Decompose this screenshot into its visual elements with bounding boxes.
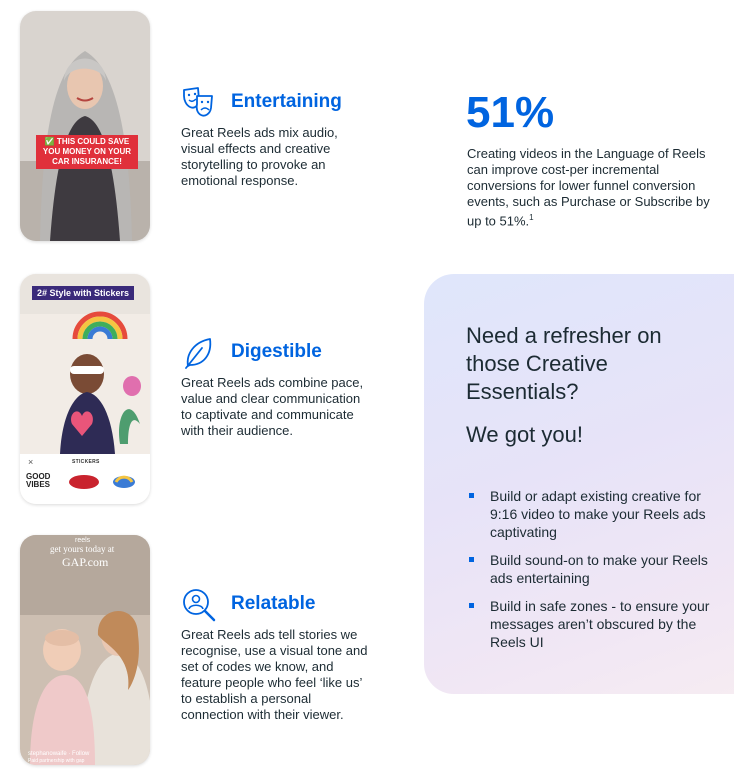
- stickers-scene-image: [20, 274, 150, 504]
- card-body: Great Reels ads combine pace, value and clear communication to captivate and communicate with their audience.: [181, 375, 364, 438]
- reels-top-label: reels: [75, 537, 91, 544]
- bullet-list: [466, 487, 716, 661]
- card-body: Great Reels ads mix audio, visual effects and creative storytelling to provoke an emotional response.: [181, 125, 338, 188]
- panel-heading: Need a refresher on those Creative Essentials?: [466, 323, 662, 404]
- card-body: Great Reels ads tell stories we recognise, use a visual tone and set of codes we know, and feature people who feel ‘like us’ to establish a personal connection with their viewer.: [181, 627, 368, 722]
- phone-mockup-entertaining: [20, 11, 150, 241]
- bullet-text: Build or adapt existing creative for 9:16 video to make your Reels ads captivating: [490, 488, 706, 540]
- bullet-item: [466, 551, 716, 587]
- bullet-square-icon: [469, 603, 474, 608]
- bullet-item: [466, 597, 716, 651]
- stat-text: Creating videos in the Language of Reels can improve cost-per incremental conversions for lower funnel conversion events, such as Purchase or Subscribe by up to 51%.: [467, 146, 710, 229]
- card-title: Relatable: [231, 593, 316, 614]
- phone-mockup-relatable: [20, 535, 150, 765]
- stat-description: [467, 146, 712, 229]
- username-label: stephanowaife · Follow: [28, 751, 90, 757]
- partnership-label: Paid partnership with gap: [28, 758, 85, 764]
- bullet-square-icon: [469, 557, 474, 562]
- bullet-text: Build sound-on to make your Reels ads entertaining: [490, 552, 708, 586]
- bullet-text: Build in safe zones - to ensure your messages aren’t obscured by the Reels UI: [490, 598, 710, 650]
- woman-portrait-image: [20, 11, 150, 241]
- magnifier-person-icon: [180, 586, 218, 624]
- good-vibes-sticker: GOOD VIBES: [26, 472, 51, 489]
- style-tag-label: 2# Style with Stickers: [37, 288, 130, 298]
- stickers-label: STICKERS: [72, 459, 100, 465]
- theater-masks-icon: [180, 84, 218, 122]
- style-tag: [32, 286, 134, 300]
- phone-caption-box: [36, 135, 138, 169]
- close-icon: ×: [28, 457, 34, 467]
- phone-caption: ✅ THIS COULD SAVE YOU MONEY ON YOUR CAR INSURANCE!: [42, 137, 132, 166]
- bullet-square-icon: [469, 493, 474, 498]
- stat-footnote: 1: [529, 213, 534, 222]
- panel-subheading: We got you!: [466, 422, 583, 447]
- brand-text: GAP.com: [62, 555, 109, 569]
- overlay-text: get yours today at: [50, 544, 115, 554]
- phone-mockup-digestible: [20, 274, 150, 504]
- leaf-icon: [180, 334, 218, 372]
- bullet-item: [466, 487, 716, 541]
- stat-value: 51%: [466, 88, 555, 137]
- card-title: Entertaining: [231, 91, 342, 112]
- card-title: Digestible: [231, 341, 322, 362]
